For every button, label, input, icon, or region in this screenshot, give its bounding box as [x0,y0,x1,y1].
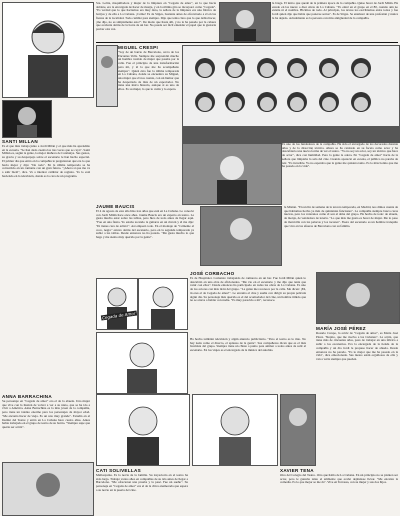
photo-top-middle [219,2,271,42]
photo-corbacho-2 [138,278,188,330]
photo-bottom-left [2,462,94,516]
portrait-image [3,101,51,137]
text-anna-barrachina: Su personaje en "Cegada de amor" era el de la abuela. Una mujer que vive con la ilusión de volver a ver a su nieto, que se ha ido a vivir a América. Anna Barrachina es la más joven de la compañía, pero tiene un talento enorme para los personajes de mayor edad. "Me encanta hacer de vieja. Es un reto muy grande". Estudió en el Institut del Teatre y entró en La Cubana hace cuatro años. Antes había trabajado en el grupo de teatro de su barrio. "Siempre supe que quería ser actriz". [2,400,90,429]
photo-miguel-crespi-2 [96,45,118,107]
photo-xavier-tena [192,394,278,466]
photo-santi-millan [2,100,52,138]
heading-jose-corbacho: JOSÉ CORBACHO [190,271,235,276]
portrait-image [3,463,93,515]
text-maria-jose-perez: Rosario Crespo, la actriz de "Cegada de amor", es María José Pérez. "Repito, que me vuelvo a las Cubanas". La actriz, que tiene más de cincuenta años, pasó de trabajar en una fábrica a subir a los escenarios. Era la encargada de la tienda de la compañía y un día Jordi le propuso hacer de abuela. Desde entonces no ha parado. "Es lo mejor que me ha pasado en la vida", dice emocionada. Sus nietos están orgullosos de ella y van a verla siempre que pueden. [316,332,398,361]
portrait-image [97,46,117,106]
portrait-image [97,333,187,393]
text-xavier-tena: Otro del Colegio del Teatro. Otra que habla de La Cubana. En un principio no se planteó ser actor, pero le gustaba tanto el ambiente que acabó dejándose llevar. "Me encanta la comedia. Es lo que mejor se me da". Vive en Terrassa, con su mujer y sus dos hijos. [280,474,398,485]
text-right-lower: la Misión. "En un fin de semana de la tercera temporada, en Madrid, nos dimos cuenta de que habíamos hecho ya más de quinientas funciones". La compañía siempre busca caras nuevas, pero los veteranos como él son el alma del grupo. Ha hecho de todo: de abuela, de monja, de vendedora de lotería. "Lo que más me gusta es hacer de mujer. Me lo paso de maravilla con las pelucas y los tacones". Fuera del escenario es un hombre tranquilo que vive en las afueras de Barcelona con su familia. [284,206,398,228]
portrait-image [97,279,137,329]
text-right-mid: Es uno de los fundadores de la compañía. Ha sido el encargado de los decorados durante años y de la dirección técnica. Ahora se ha centrado en su faceta como actor y ha descubierto una nueva forma de ver el teatro. "Yo no soy un actor, soy un técnico que hace de actor", dice con humildad. Pero la gente le adora. En "Cegada de amor" hacía de la señora que limpiaba la sala del cine. Cuando apareció en escena, el público no paraba de reír. "Es increíble. Yo no esperaba que la gente me quisiera tanto. Es lo más bonito que me ha pasado en la vida". [282,143,398,169]
photo-miguel-crespi [2,2,94,98]
text-cati-solivellas: Mallorquina. Es la novia de la familia. Su trayectoria en el teatro ha sido larga. Trabajó varios años en compañías de su isla antes de llegar a Barcelona. "Me ofrecieron una prueba y la pasé. Fue un sueño". Su personaje en "Cegada de amor" era el de la chica enamorada que espera a su novio en la puerta del cine. [96,474,188,492]
portrait-image [201,207,281,265]
photo-corbacho-1 [96,278,138,330]
heading-jaume-baucis: JAUME BAUCIS [96,204,135,209]
text-jose-corbacho: Es de Hospitalet. Comenzó trabajando de camarero en un bar. Fue Jordi Milán quien lo descubrió en una obra de aficionados. "Me vio en el escenario y me dijo que tenía que venir con ellos". Desde entonces ha participado en todas las obras de La Cubana. Es uno de los actores con más tirón del grupo. "La gente me reconoce por la calle. Me dicen: ¡Eh, tú eres el de Cegada de amor!". Le encanta el cine y sueña con dirigir su propia película algún día. Su personaje más querido es el del acomodador del cine, un hombre tímido que no se atreve a hablar con nadie. "Es muy parecido a mí", reconoce. [190,277,306,303]
portrait-image [193,395,277,465]
portrait-image [317,273,399,323]
photo-collage-group [182,45,400,143]
photo-right-lower [200,206,282,266]
divider-line [96,42,398,43]
text-santi-millan: Es el que más trabaja junto a Jordi Milán y el que más ha aprendido en la escuela. "Se han dado cuenta las tres veces que se cayó". Santi Millan es, según la gente, la mejor muñeca de Catalunya. Sus gestos, su gracia y su desparpajo sobre el escenario le han hecho especial. El primer día que entró en la compañía le preguntaron qué era lo que hacía mejor y dijo: "De todo". En la última temporada se ha convertido en un cantante con un gran futuro. "¡Ahora sí que me va a salir bien!", dice. Va a intentar cambiar de registro. Ya lo está haciendo en la televisión, donde es la cara de un programa. [2,145,90,178]
heading-santi-millan: SANTI MILLAN [2,139,39,144]
portrait-image [97,395,189,465]
heading-anna-barrachina: ANNA BARRACHINA [2,394,53,399]
portrait-image [281,395,315,465]
text-miguel-crespi: "Soy de un barrio de Barcelona, cerca de los Encantes Vells. Siempre me sorprendió mucho un hombre vestido de mujer que pasaba por la calle. Fue el principio de una transformación para mí, y él la que me ha acompañado siempre". Quizá ésta fue la última temporada en La Cubana, donde se encuentra su Miguel, una mujer que él nos cuenta, con un humor que ha despertado de más de un espectador. No tiene una única historia, aunque sí es uno de ellos. Es su mujer, la que lo cuida y lo espera. [118,51,179,92]
portrait-image [139,279,187,329]
heading-miguel-crespi: MIGUEL CRESPI [118,45,159,50]
photo-cati-solivellas [96,394,190,466]
photo-anna-barrachina [96,332,188,394]
signature-caption: Cegada de Amor [101,310,136,321]
heading-maria-jose-perez: MARÍA JOSÉ PÉREZ [316,326,366,331]
portrait-image [3,3,93,97]
portrait-image [220,3,270,41]
group-portrait-image [183,46,399,142]
photo-jaume-baucis [182,143,282,205]
intro-text-top-right: la braga. El único que quedó de la primera época de la compañía. Quiso hacer de Jordi Milán. Ha estado en las nueve o diez obras de La Cubana. "Yo entré en el grupo en el 80, cuando aún no existía ni el nombre. Hicimos de todo. Al principio, los textos los escribíamos entre todos y fue Jordi quien dijo que había que ponerse serios". Es de Sitges. Se enamoró de una profesión y nunca la ha dejado. Actualmente es la persona con más antigüedad de la compañía. [272,2,398,20]
photo-maria-jose-perez [316,272,400,324]
text-jose-corbacho-2: Ha hecho también televisión y algún anuncio publicitario. "Pero el teatro es lo mío. No hay nada como el directo, el aplauso de la gente". Sus compañeros dicen que es el más bromista del grupo. Siempre tiene un chiste a punto para animar a todos antes de salir al escenario. En los viajes es el encargado de la música del autobús. [190,338,306,353]
intro-text-top-left: Sra. Lolita, maquilladora y mujer de la limpieza en "Cegada de amor", en la que hacía doblete, era la encargada de hacer de monja, y en la última gira se incorporó como "Cegada". "Es verdad que lo que hacíamos era muy duro, la señora de la limpieza era una fábrica de botijos y de ella a La Cubana. ¡Cómo! Es de Sitges, bastante antes de ofrecérselo a él en las fiestas de la localidad. Todo cambió para siempre. Dijo que tenía claro que lo que debía hacer, ¡me dijo, no es simplemente esto!". De modo que hasta allí, y no le ha pasado por la cabeza que acabaría detrás de la barra de un bar. No puede ser fácil entender el papel que le gustaría probar otra vez. [96,2,216,31]
heading-cati-solivellas: CATI SOLIVELLAS [96,468,141,473]
photo-bottom-right [280,394,316,466]
portrait-image [183,144,281,204]
text-jaume-baucis: El 4 de agosto de este año hizo tres años que está en La Cubana. Lo conoció con Jordi Milán hace once años. Jaume Baucis era un experto en teatro. Le gusta mucho estar sobre las tablas, pero hizo de todo antes de llegar aquí. "Fue en una fiesta. Yo estaba tocando la guitarra en un rincón y él me dijo: 'Tú tienes cara de artista'". Así empezó todo. En el montaje de "Cómeme el coco, negro" estuvo detrás del escenario, pero en la segunda temporada ya subió a las tablas. Desde entonces no ha parado. "Me gusta mucho lo que hago y me siento muy querido por la gente". [96,210,194,239]
heading-xavier-tena: XAVIER TENA [280,468,314,473]
